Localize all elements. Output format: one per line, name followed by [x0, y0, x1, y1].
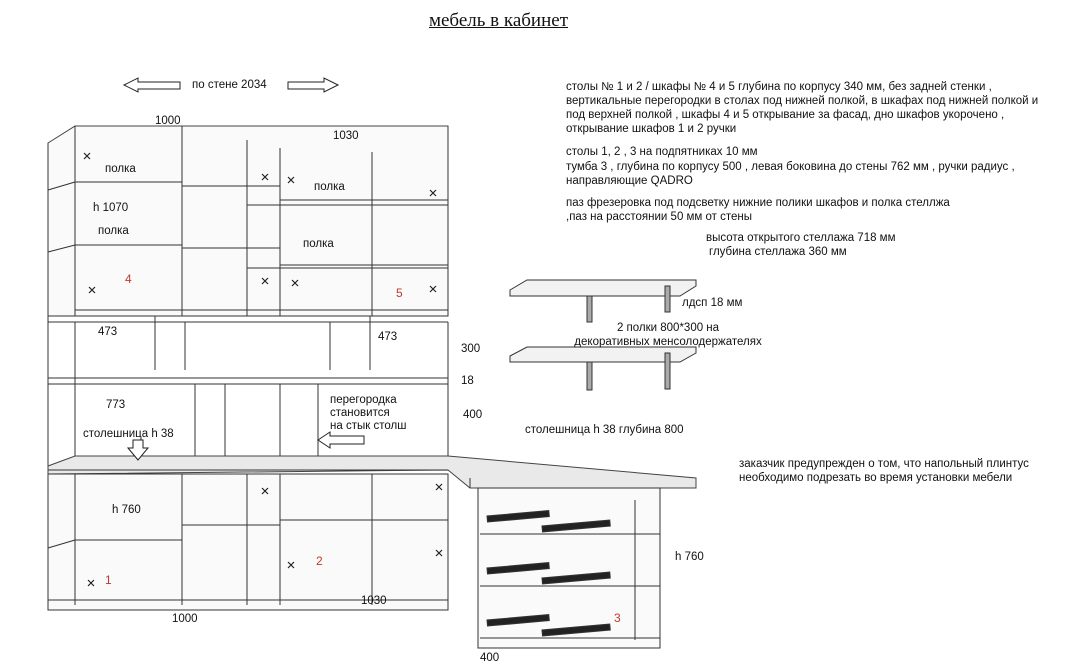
- wall-dimension: по стене 2034: [192, 79, 267, 91]
- height-1070: h 1070: [93, 202, 129, 214]
- partition-pointer-arrow: [318, 432, 364, 448]
- warning-note: заказчик предупрежден о том, что напольный плинтус необходимо подрезать во время установки мебели: [739, 458, 1029, 484]
- spec-note: столы № 1 и 2 / шкафы № 4 и 5 глубина по корпусу 340 мм, без задней стенки , вертикальные перегородки в столах под нижней полкой, в шкафах под нижней полкой и под верхней полкой , шкафы 4 и 5 открывание за фасад, дно шкафов укорочено , открывание шкафов 1 и 2 ручки: [566, 81, 1039, 135]
- partition-note: перегородка становится на стык столш: [330, 394, 407, 432]
- width-400-bottom: 400: [480, 652, 500, 664]
- open-depth-note: глубина стеллажа 360 мм: [709, 246, 847, 258]
- shelf-label: полка: [105, 163, 136, 175]
- shelf-label: полка: [303, 238, 334, 250]
- width-1000-top: 1000: [155, 115, 181, 127]
- shelf-label: полка: [98, 225, 129, 237]
- height-760-right: h 760: [675, 551, 704, 563]
- ldsp-note: лдсп 18 мм: [682, 297, 743, 309]
- width-1030-bottom: 1030: [361, 595, 387, 607]
- drawer-note: тумба 3 , глубина по корпусу 500 , левая боковина до стены 762 мм , ручки радиус , направляющие QADRO: [566, 161, 1015, 187]
- height-300: 300: [461, 343, 481, 355]
- countertop-note: столешница h 38 глубина 800: [525, 424, 684, 436]
- shelf-label: полка: [314, 181, 345, 193]
- lower-cabinets: [48, 474, 448, 610]
- width-1000-bottom: 1000: [172, 613, 198, 625]
- unit-number-5: 5: [396, 286, 403, 300]
- page-title: мебель в кабинет: [428, 10, 569, 31]
- unit-number-3: 3: [614, 611, 621, 625]
- feet-note: столы 1, 2 , 3 на подпятниках 10 мм: [566, 146, 758, 158]
- width-773: 773: [106, 399, 126, 411]
- unit-number-2: 2: [316, 554, 323, 568]
- height-400: 400: [463, 409, 483, 421]
- unit-number-4: 4: [125, 272, 132, 286]
- groove-note: паз фрезеровка под подсветку нижние полики шкафов и полка стеллжа ,паз на расстоянии 50 мм от стены: [566, 197, 950, 223]
- width-473-left: 473: [98, 326, 118, 338]
- height-18: 18: [461, 375, 474, 387]
- countertop-height-label: столешница h 38: [83, 428, 174, 440]
- open-height-note: высота открытого стеллажа 718 мм: [706, 232, 896, 244]
- shelf-illustration-top: [510, 280, 696, 322]
- width-473-right: 473: [378, 331, 398, 343]
- unit-number-1: 1: [105, 573, 112, 587]
- drawer-unit: [478, 488, 660, 648]
- width-1030-top: 1030: [333, 130, 359, 142]
- shelf-illustration-bottom: [510, 347, 696, 390]
- shelves-note: 2 полки 800*300 на декоративных менсолодержателях: [574, 322, 762, 348]
- height-760-left: h 760: [112, 504, 141, 516]
